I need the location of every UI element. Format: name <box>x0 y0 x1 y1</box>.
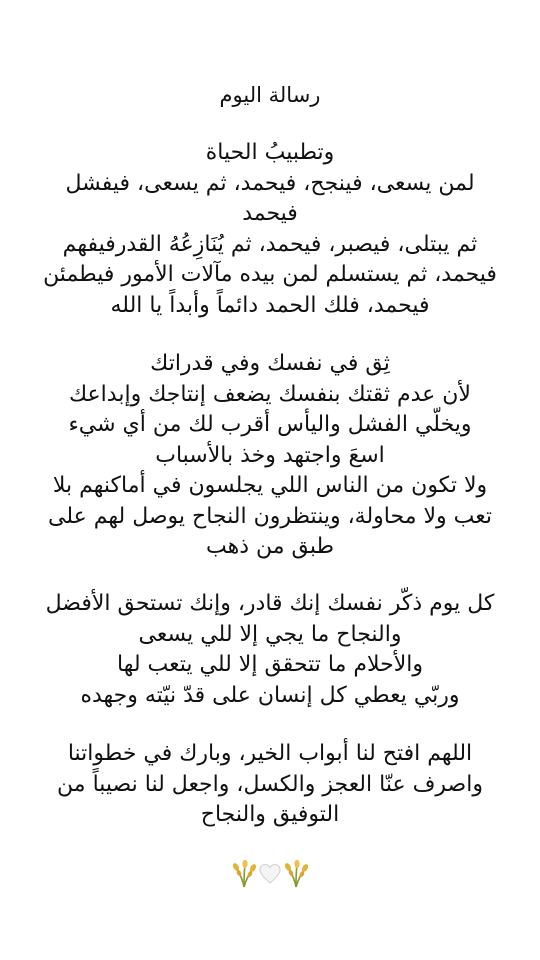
paragraph-daily-reminder <box>30 589 510 711</box>
paragraph-line: والنجاح ما يجي إلا للي يسعى <box>138 621 402 647</box>
paragraph-line: اسعَ واجتهد وخذ بالأسباب <box>155 442 385 468</box>
sheaf-of-rice-icon <box>232 860 256 888</box>
title-text: رسالة اليوم <box>219 83 321 107</box>
paragraph-line: لأن عدم ثقتك بنفسك يضعف إنتاجك وإبداعك <box>69 381 471 407</box>
paragraph-line: كل يوم ذكّر نفسك إنك قادر، وإنك تستحق الأفضل <box>45 591 495 616</box>
paragraph-self-confidence <box>30 349 510 563</box>
paragraph-line: واصرف عنّا العجز والكسل، واجعل لنا نصيباً من <box>57 771 483 797</box>
paragraph-line: فيحمد، فلك الحمد دائماً وأبداً يا الله <box>110 292 430 318</box>
paragraph-line: والأحلام ما تتحقق إلا للي يتعب لها <box>116 652 424 677</box>
paragraph-life-gratitude <box>30 138 510 321</box>
paragraph-line: التوفيق والنجاح <box>200 802 340 827</box>
paragraph-line: لمن يسعى، فينجح، فيحمد، ثم يسعى، فيفشل <box>65 170 475 196</box>
paragraph-line: تعب ولا محاولة، وينتظرون النجاح يوصل لهم على <box>48 503 492 529</box>
paragraph-line: ثِق في نفسك وفي قدراتك <box>150 351 390 376</box>
white-heart-icon <box>258 860 282 888</box>
paragraph-line: ثم يبتلى، فيصبر، فيحمد، ثم يُنَازِعُهُ القدرفيفهم <box>62 231 478 257</box>
paragraph-line: فيحمد، ثم يستسلم لمن بيده مآلات الأمور فيطمئن <box>43 262 497 287</box>
paragraph-line: ويخلّي الفشل واليأس أقرب لك من أي شيء <box>68 412 472 437</box>
paragraph-prayer <box>30 739 510 831</box>
paragraph-line: فيحمد <box>242 201 298 226</box>
paragraph-line: طبق من ذهب <box>205 534 334 559</box>
paragraph-line: وتطبيبُ الحياة <box>205 140 335 165</box>
sheaf-of-rice-icon <box>284 860 308 888</box>
paragraph-line: اللهم افتح لنا أبواب الخير، وبارك في خطواتنا <box>67 741 473 766</box>
paragraph-line: وربّي يعطي كل إنسان على قدّ نيّته وجهده <box>80 682 460 708</box>
paragraph-line: ولا تكون من الناس اللي يجلسون في أماكنهم بلا <box>52 473 488 498</box>
message-title <box>30 80 510 111</box>
emoji-row <box>0 860 540 888</box>
